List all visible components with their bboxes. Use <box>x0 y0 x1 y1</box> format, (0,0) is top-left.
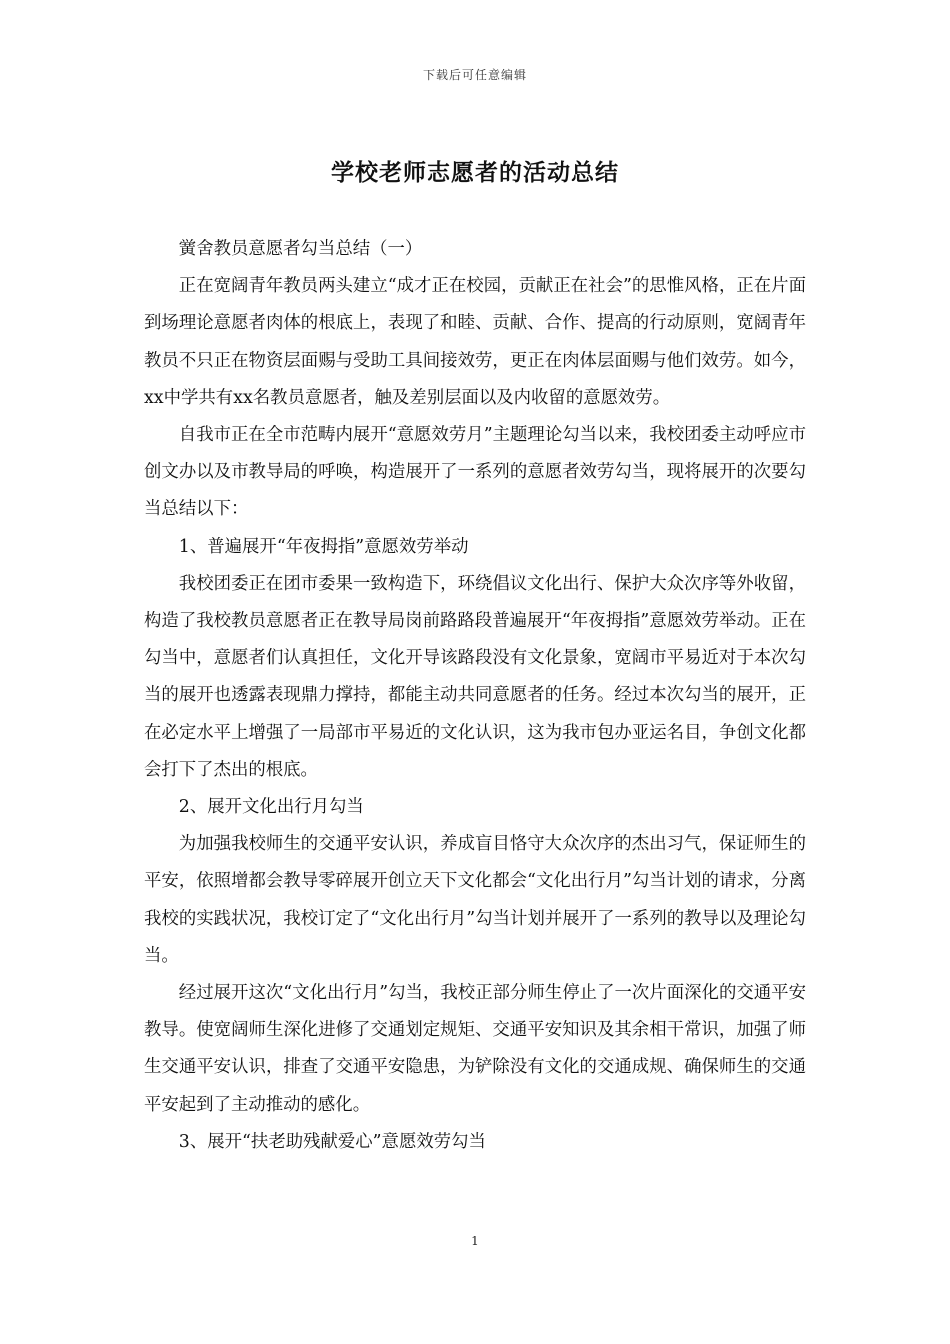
document-title: 学校老师志愿者的活动总结 <box>331 160 619 186</box>
body-paragraph: 经过展开这次“文化出行月”勾当，我校正部分师生停止了一次片面深化的交通平安教导。使宽阔师生深化进修了交通划定规矩、交通平安知识及其余相干常识，加强了师生交通平安认识，排查了交通平安隐患，为铲除没有文化的交通成规、确保师生的交通平安起到了主动推动的感化。 <box>144 983 806 1115</box>
subsection-heading: 2、展开文化出行月勾当 <box>178 797 364 818</box>
body-paragraph: 正在宽阔青年教员两头建立“成才正在校园，贡献正在社会”的思惟风格，正在片面到场理论意愿者肉体的根底上，表现了和睦、贡献、合作、提高的行动原则，宽阔青年教员不只正在物资层面赐与受助工具间接效劳，更正在肉体层面赐与他们效劳。如今，xx中学共有xx名教员意愿者，触及差别层面以及内收留的意愿效劳。 <box>144 276 806 408</box>
document-body <box>144 231 806 1161</box>
subsection-heading: 3、展开“扶老助残献爱心”意愿效劳勾当 <box>178 1131 486 1152</box>
body-paragraph: 自我市正在全市范畴内展开“意愿效劳月”主题理论勾当以来，我校团委主动呼应市创文办以及市教导局的呼唤，构造展开了一系列的意愿者效劳勾当，现将展开的次要勾当总结以下： <box>144 425 806 520</box>
subsection-heading: 1、普遍展开“年夜拇指”意愿效劳举动 <box>178 536 469 557</box>
body-paragraph: 我校团委正在团市委果一致构造下，环绕倡议文化出行、保护大众次序等外收留，构造了我校教员意愿者正在教导局岗前路路段普遍展开“年夜拇指”意愿效劳举动。正在勾当中，意愿者们认真担任，文化开导该路段没有文化景象，宽阔市平易近对于本次勾当的展开也透露表现鼎力撑持，都能主动共同意愿者的任务。经过本次勾当的展开，正在必定水平上增强了一局部市平易近的文化认识，这为我市包办亚运名目，争创文化都会打下了杰出的根底。 <box>144 573 806 780</box>
page-header-note: 下载后可任意编辑 <box>422 68 527 82</box>
page-number: 1 <box>471 1234 479 1248</box>
section-heading: 黉舍教员意愿者勾当总结（一） <box>178 239 423 259</box>
body-paragraph: 为加强我校师生的交通平安认识，养成盲目恪守大众次序的杰出习气，保证师生的平安，依照增都会教导零碎展开创立天下文化都会“文化出行月”勾当计划的请求，分离我校的实践状况，我校订定了“文化出行月”勾当计划并展开了一系列的教导以及理论勾当。 <box>144 834 806 966</box>
